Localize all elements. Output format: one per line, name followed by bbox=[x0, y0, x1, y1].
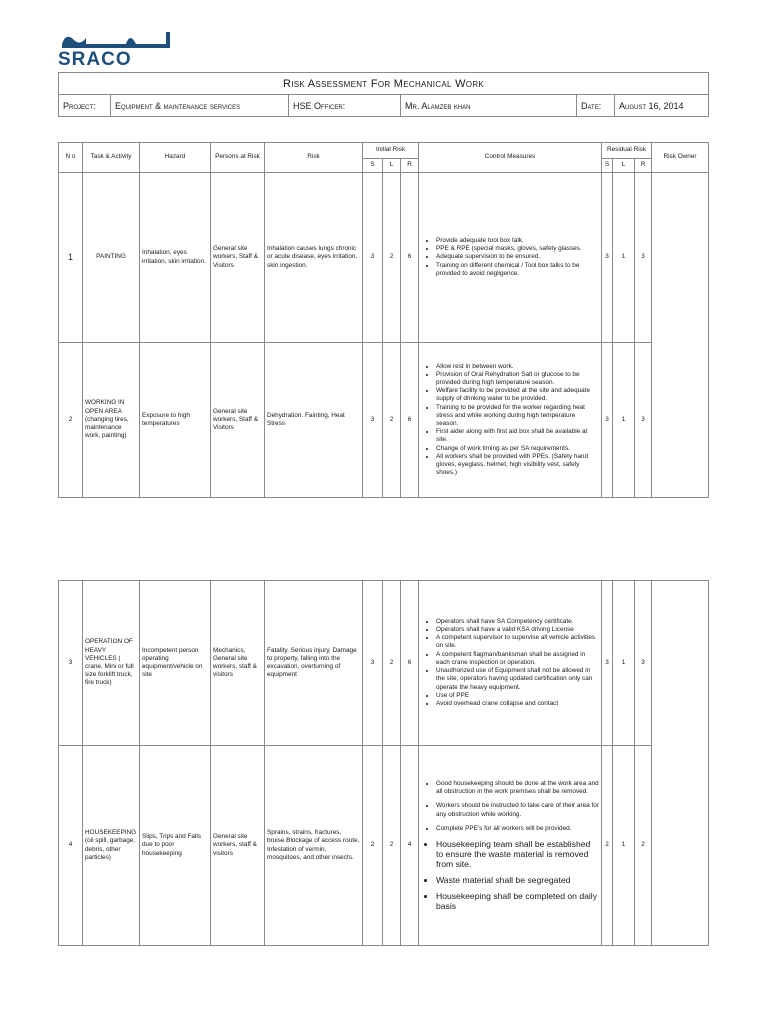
row-number: 4 bbox=[59, 746, 83, 946]
row-controls bbox=[419, 581, 602, 746]
row-number: 2 bbox=[59, 343, 83, 498]
control-item: • Allow rest in between work. bbox=[436, 363, 599, 371]
col-l: L bbox=[383, 159, 401, 173]
control-item: • Unauthorized use of Equipment shall not be allowed in the site, operators having updated certification only can operate the heavy equipment. bbox=[436, 667, 599, 692]
col-res-s: S bbox=[602, 159, 613, 173]
col-control: Control Measures bbox=[419, 143, 602, 173]
row-number: 1 bbox=[59, 173, 83, 343]
control-item: • Training to be provided for the worker regarding heat stress and while working during high temperature season. bbox=[436, 404, 599, 429]
control-item: • Operators shall have SA Competency certificate. bbox=[436, 618, 599, 626]
row-res-r: 3 bbox=[635, 581, 652, 746]
row-persons: Mechanics, General site workers, staff & visitors bbox=[211, 581, 265, 746]
row-s: 3 bbox=[363, 343, 383, 498]
control-item: • Complete PPE's for all workers will be provided. bbox=[436, 825, 599, 833]
risk-table-page-1 bbox=[58, 142, 709, 498]
row-controls bbox=[419, 173, 602, 343]
col-res-r: R bbox=[635, 159, 652, 173]
row-res-l: 1 bbox=[613, 746, 635, 946]
control-item: • All workers shall be provided with PPEs. (Safety hand gloves, eyeglass, helmet, high visibility vest, safety shoes.) bbox=[436, 453, 599, 478]
hse-officer-value: Mr. Alamzeb khan bbox=[401, 95, 577, 117]
row-hazard: Exposure to high temperatures bbox=[140, 343, 211, 498]
risk-table-page-2 bbox=[58, 580, 709, 946]
control-item: • Adequate supervision to be ensured. bbox=[436, 253, 599, 261]
col-s: S bbox=[363, 159, 383, 173]
row-number: 3 bbox=[59, 581, 83, 746]
date-label: Date: bbox=[577, 95, 615, 117]
row-res-s: 3 bbox=[602, 343, 613, 498]
control-item: • Operators shall have a valid KSA driving License bbox=[436, 626, 599, 634]
control-item: • Waste material shall be segregated bbox=[436, 875, 599, 885]
row-task: OPERATION OF HEAVY VEHICLES ( crane, Mini or full size forklift truck, fire truck) bbox=[83, 581, 140, 746]
row-risk: Inhalation causes lungs chronic or acute disease, eyes irritation, skin ingestion. bbox=[265, 173, 363, 343]
row-l: 2 bbox=[383, 746, 401, 946]
row-res-r: 2 bbox=[635, 746, 652, 946]
row-res-s: 3 bbox=[602, 581, 613, 746]
date-value: August 16, 2014 bbox=[615, 95, 709, 117]
table-row bbox=[59, 343, 709, 498]
row-hazard: Inhalation, eyes irritation, skin irritation. bbox=[140, 173, 211, 343]
row-risk: Fatality, Serious injury, Damage to property, falling into the excavation, overturning of equipment bbox=[265, 581, 363, 746]
row-persons: General site workers, Staff & Visitors bbox=[211, 343, 265, 498]
col-risk: Risk bbox=[265, 143, 363, 173]
row-controls bbox=[419, 343, 602, 498]
col-owner: Risk Owner bbox=[652, 143, 709, 173]
row-r: 6 bbox=[401, 343, 419, 498]
control-item: • A competent flagman/banksman shall be assigned in each crane inspection or operation. bbox=[436, 651, 599, 667]
project-label: Project: bbox=[59, 95, 111, 117]
col-no: N o bbox=[59, 143, 83, 173]
control-item: • Use of PPE bbox=[436, 692, 599, 700]
control-item: • Training on different chemical / Tool box talks to be provided to avoid negligence. bbox=[436, 262, 599, 278]
table-row bbox=[59, 173, 709, 343]
project-value: Equipment & maintenance services bbox=[111, 95, 289, 117]
row-l: 2 bbox=[383, 581, 401, 746]
control-item: • PPE & RPE (special masks, gloves, safety glasses. bbox=[436, 245, 599, 253]
row-s: 2 bbox=[363, 746, 383, 946]
company-logo bbox=[56, 24, 176, 68]
hse-officer-label: HSE Officer: bbox=[289, 95, 401, 117]
table-row bbox=[59, 746, 709, 946]
row-hazard: Slips, Trips and Falls due to poor housekeeping bbox=[140, 746, 211, 946]
row-res-s: 3 bbox=[602, 173, 613, 343]
row-res-s: 2 bbox=[602, 746, 613, 946]
control-item: • Provision of Oral Rehydration Salt or glucose to be provided during high temperature season. bbox=[436, 371, 599, 387]
row-s: 3 bbox=[363, 581, 383, 746]
control-item: • First aider along with first aid box shall be available at site. bbox=[436, 428, 599, 444]
row-res-l: 1 bbox=[613, 173, 635, 343]
row-r: 4 bbox=[401, 746, 419, 946]
row-hazard: Incompetent person operating equipment/vehicle on site bbox=[140, 581, 211, 746]
row-res-r: 3 bbox=[635, 343, 652, 498]
table-row bbox=[59, 581, 709, 746]
col-initial-risk: Initial Risk bbox=[363, 143, 419, 159]
row-risk: Dehydration. Fainting, Heat Stress bbox=[265, 343, 363, 498]
row-persons: General site workers, Staff & Visitors bbox=[211, 173, 265, 343]
row-task: PAINTING bbox=[83, 173, 140, 343]
row-res-l: 1 bbox=[613, 581, 635, 746]
col-task: Task & Activity bbox=[83, 143, 140, 173]
row-res-r: 3 bbox=[635, 173, 652, 343]
header-table bbox=[58, 72, 709, 117]
col-persons: Persons at Risk bbox=[211, 143, 265, 173]
row-l: 2 bbox=[383, 343, 401, 498]
document-title: Risk Assessment For Mechanical Work bbox=[59, 73, 709, 95]
logo-text: SRACO bbox=[58, 49, 132, 68]
row-task: WORKING IN OPEN AREA (changing tires, maintenance work, painting) bbox=[83, 343, 140, 498]
control-item: • Change of work timing as per SA requirements. bbox=[436, 445, 599, 453]
control-item: • Welfare facility to be provided at the site and adequate supply of drinking water to be provided. bbox=[436, 387, 599, 403]
control-item: • Avoid overhead crane collapse and contact bbox=[436, 700, 599, 708]
control-item: • A competent supervisor to supervise all vehicle activities on site. bbox=[436, 634, 599, 650]
col-r: R bbox=[401, 159, 419, 173]
row-persons: General site workers, staff & visitors bbox=[211, 746, 265, 946]
control-item: • Good housekeeping should be done at the work area and all obstruction in the work premises shall be removed. bbox=[436, 780, 599, 796]
row-controls bbox=[419, 746, 602, 946]
col-hazard: Hazard bbox=[140, 143, 211, 173]
row-res-l: 1 bbox=[613, 343, 635, 498]
control-item: • Housekeeping shall be completed on daily basis bbox=[436, 891, 599, 911]
row-s: 3 bbox=[363, 173, 383, 343]
row-r: 6 bbox=[401, 173, 419, 343]
row-task: HOUSEKEEPING (oil spill, garbage, debris, other particles) bbox=[83, 746, 140, 946]
control-item: • Housekeeping team shall be established to ensure the waste material is removed from site. bbox=[436, 839, 599, 869]
row-owner bbox=[652, 173, 709, 498]
row-l: 2 bbox=[383, 173, 401, 343]
col-res-l: L bbox=[613, 159, 635, 173]
row-owner bbox=[652, 581, 709, 946]
control-item: • Workers should be instructed to take care of their area for any obstruction while working. bbox=[436, 802, 599, 818]
col-residual-risk: Residual Risk bbox=[602, 143, 652, 159]
row-risk: Sprains, strains, fractures, bruise Blockage of access route, Infestation of vermin, mosquitoes, and other insects. bbox=[265, 746, 363, 946]
row-r: 6 bbox=[401, 581, 419, 746]
control-item: • Provide adequate tool box talk. bbox=[436, 237, 599, 245]
